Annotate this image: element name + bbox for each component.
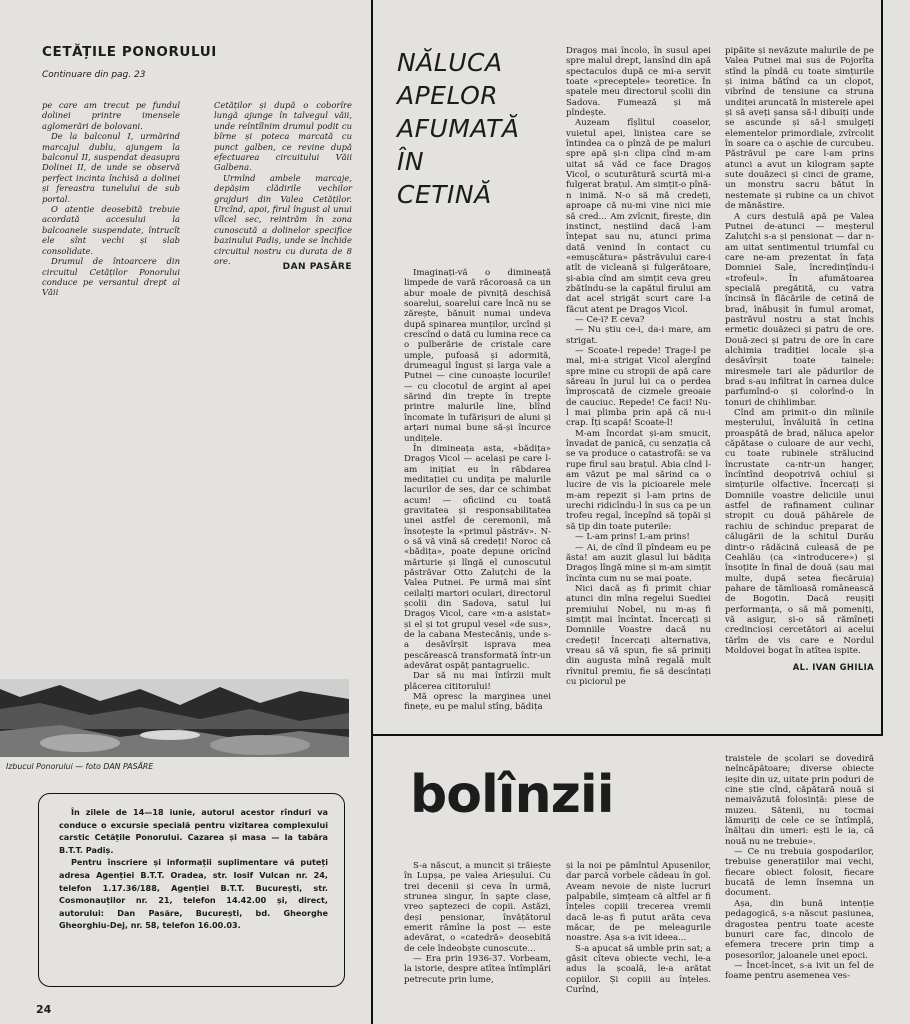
paragraph: — L-am prins! L-am prins! (575, 532, 690, 543)
title-line: AFUMATĂ (397, 114, 520, 143)
paragraph: De la balconul I, urmărind marcajul dublu, ajungem la balconul II, suspendat deasupra Dolinei II, de unde se observă perfect incinta închisă a dolinei și fereastra tunelului de sub portal. (42, 131, 180, 204)
paragraph: — Ce-i? E ceva? (575, 314, 645, 325)
paragraph: Așa, din bună intenție pedagogică, s-a născut pasiunea, dragostea pentru toate acestе bunuri care fac, dincolo de efemera trecere prin timp a posesorilor, jaloanele unei epoci. (725, 898, 874, 961)
article-column-2 (566, 46, 711, 722)
paragraph: pe care am trecut pe fundul dolinei printre imensele aglomerări de bolovani. (42, 100, 180, 131)
title-line: CETINĂ (397, 180, 492, 209)
author-signature: AL. IVAN GHILIA (792, 662, 874, 673)
paragraph: Nici dacă aș fi primit chiar atunci din mîna regelui Suediei premiului Nobel, nu m-aș fi simțit mai încîntat. Încercați și Domniile Voastre dacă nu credeți! Încercați alternativa, vreau să vă spun, fie să primiți din augusta mînă regală mult rîvnitul premiu, fie să descîntați cu piciorul pe (566, 583, 711, 687)
paragraph: M-am încordat și-am smucit, învadat de panică, cu senzația că se va produce o catastrofă: se va rupe firul sau brațul. Abia cînd l-am văzut pe mal sărind ca o lucire de vis la picioarele mele m-am repezit și l-am prins de urechi ridicîndu-l în sus ca pe un trofeu regal, începînd să țopăi și să țip din toate puterile: (566, 428, 711, 532)
author-signature: DAN PASĂRE (282, 262, 352, 272)
article-column-2 (566, 861, 711, 1011)
paragraph: — Nu știu ce-i, da-i mare, am strigat. (566, 325, 711, 346)
article-column-1 (42, 100, 180, 298)
paragraph: — Scoate-l repede! Trage-l pe mal, mi-a strigat Vicol alergînd spre mine cu stropii de apă care săreau în jurul lui ca o perdea împroșcată de cizmele greoaie de cauciuc. Repede! Ce faci! Nu-l mai plimba prin apă că nu-i crap. Îți scapă! Scoate-l! (566, 345, 711, 429)
cave-landscape (0, 679, 349, 757)
paragraph: — Ai, de cînd îl pîndeam eu pe ăsta! am auzit glasul lui bădița Dragoș lîngă mine și m-am simțit încînta cum nu se mai poate. (566, 542, 711, 584)
article-title: bolînzii (410, 765, 614, 825)
paragraph: Auzeam fîșîitul coaselor, vuietul apei, liniștea care se întindea ca o pînză de pe maluri spre apă și-n clipa cînd m-am uitat să văd ce face Dragoș Vicol, o scuturătură scurtă mi-a fulgerat brațul. Am simțit-o pînă-n inimă. N-o să mă credeți, aproape că nu-mi vine nici mie să cred... Am zvîcnit, firește, din instinct, neștiind dacă l-am înțepat sau nu, atunci prima dată venind în contact cu «emușcătura» păstrăvului care-i atît de vicleană și fulgerătoare, și-abia cînd am simțit ceva greu zbătîndu-se la capătul firului am dat acel strigăt scurt care l-a făcut atent pe Dragoș Vicol. (566, 118, 711, 315)
article-column-1 (404, 268, 551, 721)
title-line: APELOR (397, 81, 499, 110)
article-title (397, 46, 547, 211)
paragraph: O atenție deosebită trebuie acordată accesului la balcoanele suspendate, întrucît ele sînt vechi și slab consolidate. (42, 204, 180, 256)
article-column-3 (725, 46, 874, 741)
title-line: NĂLUCA (397, 48, 503, 77)
title-line: ÎN (397, 147, 425, 176)
paragraph: Imaginați-vă o dimineață limpede de vară răcoroasă ca un abur moale de pivniță deschisă soarelui, soarelui care încă nu se zărește, bănuit numai undeva după spinarea munților, urcînd și crescînd o dată cu lumina rece ca o pulberărie de cristale care umple, pufoasă și adormită, drumeagul îngust și larga vale a Putnei — cine cunoaște locurile! — cu clocotul de argint al apei sărind din trepte în trepte printre malurile line, blînd încomate în tufărișuri de aluni și arțari numai bune să-și încurce undițele. (404, 268, 551, 444)
paragraph: Drumul de întoarcere din circuitul Cetăților Ponorului conduce pe versantul drept al Văii (42, 256, 180, 298)
paragraph: A curs destulă apă pe Valea Putnei de-atunci — meșterul Zaluțchi s-a și pensionat — dar n-am uitat sentimentul triumfal cu care ne-am prezentat în fața Domniei Sale, încredințîndu-i «trofeul». În afumătoarea specială pregătită, cu vatra încinsă în flăcările de cetină de brad, înăbușit în fumul aromat, pastrăvul nostru a stat închis ermetic douăzeci și patru de ore. Două-zeci și patru de ore în care alchimia tradiției locale și-a desăvîrșit toate tainele: miresmele tari ale pădurilor de brad s-au infiltrat în carnea dulce parfumînd-o și colorînd-o în tonuri de chihlimbar. (725, 211, 874, 408)
paragraph: S-a născut, a muncit și trăiește în Lupșa, pe valea Arieșului. Cu trei decenii și ceva în urmă, strunea singur, în șapte clase, vreo șaptezeci de copii. Astăzi, deși pensionar, învățătorul emerit rămîne la post — este adevărat, o «catedră» deosebită de cele îndeobște cunoscute... (404, 861, 551, 954)
paragraph: — Încet-încet, s-a ivit un fel de foame pentru asemenea ves- (725, 960, 874, 982)
paragraph: Urmînd ambele marcaje, depășim clădirile vechilor grajduri din Valea Cetăților. Urcînd, apoi, firul îngust al unui vîlcel sec, reintrăm în zona cunoscută a dolinelor specifice bazinului Padiș, unde se închide circuitul nostru cu durata de 8 ore. (214, 172, 352, 267)
notice-paragraph: În zilele de 14—18 iunie, autorul acestor rînduri va conduce o excursie specială pentru vizitarea complexului carstic Cetățile Ponorului. Cazarea și masa — la tabăra B.T.T. Padiș. (59, 807, 328, 855)
paragraph: Mă opresc la marginea unei finețe, eu pe malul stîng, bădița (404, 692, 551, 713)
paragraph: Cetăților și după o coborîre lungă ajunge în talvegul văii, unde reîntîlnim drumul podit cu bîrne și poteca marcată cu punct galben, ce revine după efectuarea circuitului Văii Galbena. (214, 100, 352, 173)
column-divider (371, 0, 373, 1024)
page-number: 24 (36, 1003, 52, 1016)
paragraph: Dar să nu mai întîrzii mult plăcerea cititorului! (404, 671, 551, 692)
paragraph: Dragoș mai încolo, în susul apei spre malul drept, lansînd din apă spectaculos după ce mi-a servit toate «preceptele» teoretice. În spatele meu directorul școlii din Sadova. Fumează și mă pîndește. (566, 46, 711, 119)
paragraph: pipăite și nevăzute malurile de pe Valea Putnei mai sus de Pojorîta stînd la pîndă cu toate simțurile și inima bătînd ca un clopot, vibrînd de tensiune ca struna undiței aruncată în misterele apei și să aveți șansa să-l dibuiți unde se ascunde și să-l smulgeți elementelor primordiale, zvîrcolit în soare ca o așchie de curcubeu. Păstrăvul pe care l-am prins atunci a avut un kilogram șapte sute douăzeci și cinci de grame, un monstru sacru bătut în nestemate și rubine ca un chivot de mănăstire. (725, 46, 874, 212)
paragraph: — Ce nu trebuia gospodarilor, trebuise generațiilor mai vechi, fiecare obiect folosit, fiecare bucată de lemn însemna un document. (725, 847, 874, 899)
column-divider (881, 0, 883, 736)
continuation-note: Continuare din pag. 23 (42, 70, 146, 80)
paragraph: În dimineața asta, «bădița» Dragoș Vicol — același pe care l-am inițiat eu în răbdarea meditației cu undița pe malurile lacurilor de ses, dar ce schimbat acum! — oficiind cu toată gravitatea și responsabilitatea unei astfel de ceremonii, mă însoțește la «primul păstrăv». N-o să vă vină să credeți! Noroc că «bădița», poate depune oricînd mărturie și lîngă el cunoscutul păstrăvar Otto Zaluțchi de la Valea Putnei. Pe urmă mai sînt ceilalți martori oculari, directorul școlii din Sadova, satul lui Dragoș Vicol, care «m-a asistat» și el și tot grupul vesel «de sus», de la cabana Mestecăniș, unde s-a desăvîrșit isprava mea pescărească transformată într-un adevărat ospăț pantagruelic. (404, 443, 551, 672)
paragraph: Cînd am primit-o din mîinile meșterului, învăluită în cetina proaspătă de brad, năluca apelor căpătase o culoare de aur vechi, cu toate rubinele strălucind încrustate ca-ntr-un hanger, încîntînd deopotrivă ochiul și simțurile olfactive. Încercați și Domniile voastre deliciile unui astfel de rafinament culinar stropit cu două păhărele de rachiu de schinduc preparat de călugării de la schitul Durău dintr-o rădăcină culeasă de pe Ceahlău (ca «introducere») și însoțite în final de două (sau mai multe, după setea fiecăruia) pahare de tămîioasă românească de Bogotin. Dacă reușiți performanța, o să mă pomeniți, vă asigur, și-o să rămîneți credincioși cercetători ai acelui tărîm de vis care e Nordul Moldovei bogat în atîtea ispite. (725, 408, 874, 656)
excursion-notice (38, 793, 345, 987)
article-column-3 (725, 754, 874, 1016)
paragraph: și la noi pe pămîntul Apusenilor, dar parcă vorbele cădeau în gol. Aveam nevoie de niște lucruri palpabile, simțeam că altfel ar fi înțeles copiii trecerea vremii dacă le-aș fi putut arăta ceva măcar, de pe meleagurile noastre. Așa s-a ivit ideea... (566, 861, 711, 944)
paragraph: traistele de școlari se dovediră neîncăpătoare; diverse obiecte ieșite din uz, uitate prin poduri de cine știe cînd, căpătară nouă și nemaivăzută folosință: piese de muzeu. Sătenii, nu tocmai lămuriți de cele ce se întîmplă, înălțau din umeri: ești le ia, că nouă nu ne trebuie». (725, 754, 874, 847)
photo-caption: Izbucul Ponorului — foto DAN PASĂRE (6, 762, 154, 771)
section-title: CETĂȚILE PONORULUI (42, 44, 217, 60)
notice-paragraph: Pentru înscriere și informații suplimentare vă puteți adresa Agenției B.T.T. Oradea, str. Iosif Vulcan nr. 24, telefon 1.17.36/188, Agenției B.T.T. București, str. Cosmonauților nr. 21, telefon 14.42.00 și, direct, autorului: Dan Pasăre, București, bd. Gheorghe Gheorghiu-Dej, nr. 58, telefon 16.00.03. (59, 857, 328, 931)
article-column-1 (404, 861, 551, 1011)
paragraph: S-a apucat să umble prin sat; a găsit cîteva obiecte vechi, le-a adus la școală, le-a arătat copiilor. Și copiii au înțeles. Curînd, (566, 943, 711, 996)
paragraph: — Era prin 1936-37. Vorbeam, la istorie, despre atîtea întîmplări petrecute prin lume, (404, 954, 551, 985)
